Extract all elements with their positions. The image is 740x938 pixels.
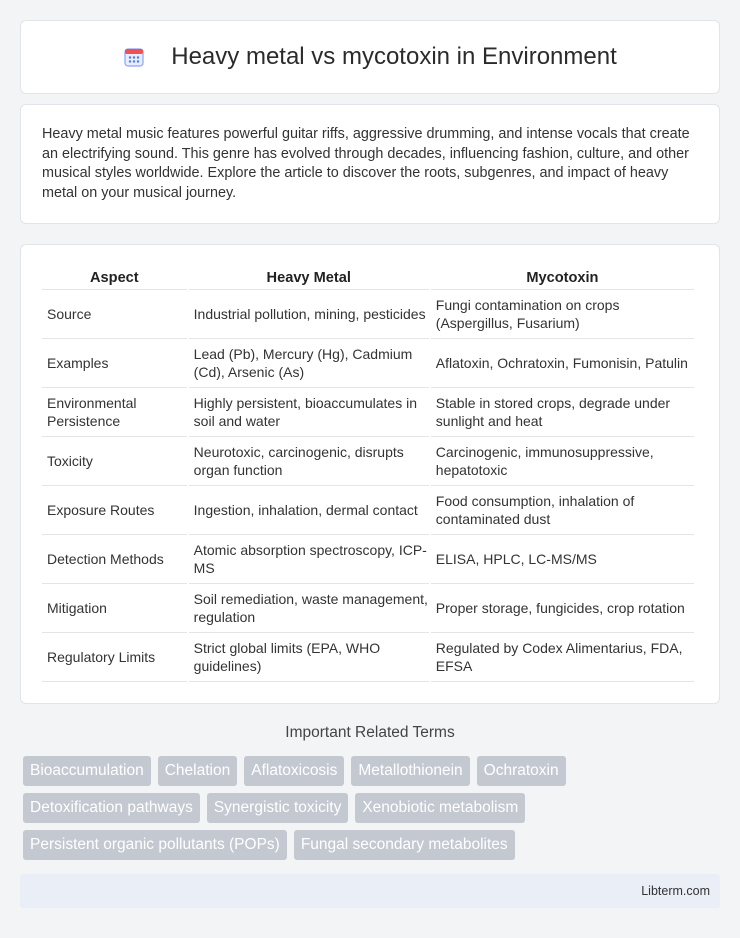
intro-card — [20, 104, 720, 224]
table-row — [42, 437, 694, 486]
tag-ochratoxin[interactable]: Ochratoxin — [477, 756, 566, 786]
cell-heavy-metal: Highly persistent, bioaccumulates in soil and water — [189, 388, 429, 437]
table-row — [42, 339, 694, 388]
table-header-row — [42, 267, 694, 290]
page-title: Heavy metal vs mycotoxin in Environment — [171, 43, 617, 70]
title-card — [20, 20, 720, 94]
cell-heavy-metal: Lead (Pb), Mercury (Hg), Cadmium (Cd), Arsenic (As) — [189, 339, 429, 388]
header-mycotoxin: Mycotoxin — [431, 267, 694, 290]
table-row — [42, 633, 694, 682]
cell-aspect: Environmental Persistence — [42, 388, 187, 437]
cell-aspect: Mitigation — [42, 584, 187, 633]
tag-detoxification-pathways[interactable]: Detoxification pathways — [23, 793, 200, 823]
cell-mycotoxin: Carcinogenic, immunosuppressive, hepatotoxic — [431, 437, 694, 486]
cell-mycotoxin: Aflatoxin, Ochratoxin, Fumonisin, Patulin — [431, 339, 694, 388]
cell-aspect: Toxicity — [42, 437, 187, 486]
related-terms-list — [23, 756, 723, 867]
table-row — [42, 535, 694, 584]
tag-metallothionein[interactable]: Metallothionein — [351, 756, 469, 786]
cell-heavy-metal: Ingestion, inhalation, dermal contact — [189, 486, 429, 535]
tag-aflatoxicosis[interactable]: Aflatoxicosis — [244, 756, 344, 786]
cell-heavy-metal: Industrial pollution, mining, pesticides — [189, 290, 429, 339]
cell-aspect: Detection Methods — [42, 535, 187, 584]
table-row — [42, 486, 694, 535]
intro-paragraph: Heavy metal music features powerful guitar riffs, aggressive drumming, and intense vocals that create an electrifying sound. This genre has evolved through decades, influencing fashion, culture, and other musical styles worldwide. Explore the article to discover the roots, subgenres, and impact of heavy metal on your musical journey. — [42, 126, 690, 201]
comparison-card — [20, 244, 720, 704]
cell-aspect: Examples — [42, 339, 187, 388]
comparison-table — [40, 267, 696, 682]
tag-persistent-organic-pollutants[interactable]: Persistent organic pollutants (POPs) — [23, 830, 287, 860]
cell-mycotoxin: Proper storage, fungicides, crop rotation — [431, 584, 694, 633]
tag-synergistic-toxicity[interactable]: Synergistic toxicity — [207, 793, 348, 823]
cell-aspect: Source — [42, 290, 187, 339]
calendar-grid-icon — [123, 46, 145, 68]
cell-heavy-metal: Strict global limits (EPA, WHO guidelines) — [189, 633, 429, 682]
table-row — [42, 584, 694, 633]
tag-xenobiotic-metabolism[interactable]: Xenobiotic metabolism — [355, 793, 525, 823]
cell-aspect: Exposure Routes — [42, 486, 187, 535]
tag-row — [23, 756, 723, 786]
cell-aspect: Regulatory Limits — [42, 633, 187, 682]
cell-mycotoxin: Regulated by Codex Alimentarius, FDA, EFSA — [431, 633, 694, 682]
table-row — [42, 290, 694, 339]
header-aspect: Aspect — [42, 267, 187, 290]
footer — [20, 874, 720, 908]
tag-bioaccumulation[interactable]: Bioaccumulation — [23, 756, 151, 786]
cell-mycotoxin: ELISA, HPLC, LC-MS/MS — [431, 535, 694, 584]
tag-row — [23, 830, 723, 860]
cell-heavy-metal: Neurotoxic, carcinogenic, disrupts organ function — [189, 437, 429, 486]
related-terms-heading: Important Related Terms — [285, 724, 455, 741]
cell-mycotoxin: Food consumption, inhalation of contaminated dust — [431, 486, 694, 535]
cell-heavy-metal: Atomic absorption spectroscopy, ICP-MS — [189, 535, 429, 584]
cell-heavy-metal: Soil remediation, waste management, regulation — [189, 584, 429, 633]
tag-row — [23, 793, 723, 823]
cell-mycotoxin: Stable in stored crops, degrade under sunlight and heat — [431, 388, 694, 437]
header-heavy-metal: Heavy Metal — [189, 267, 429, 290]
cell-mycotoxin: Fungi contamination on crops (Aspergillus, Fusarium) — [431, 290, 694, 339]
footer-brand-link[interactable]: Libterm.com — [641, 884, 710, 898]
tag-fungal-secondary-metabolites[interactable]: Fungal secondary metabolites — [294, 830, 515, 860]
tag-chelation[interactable]: Chelation — [158, 756, 238, 786]
table-row — [42, 388, 694, 437]
